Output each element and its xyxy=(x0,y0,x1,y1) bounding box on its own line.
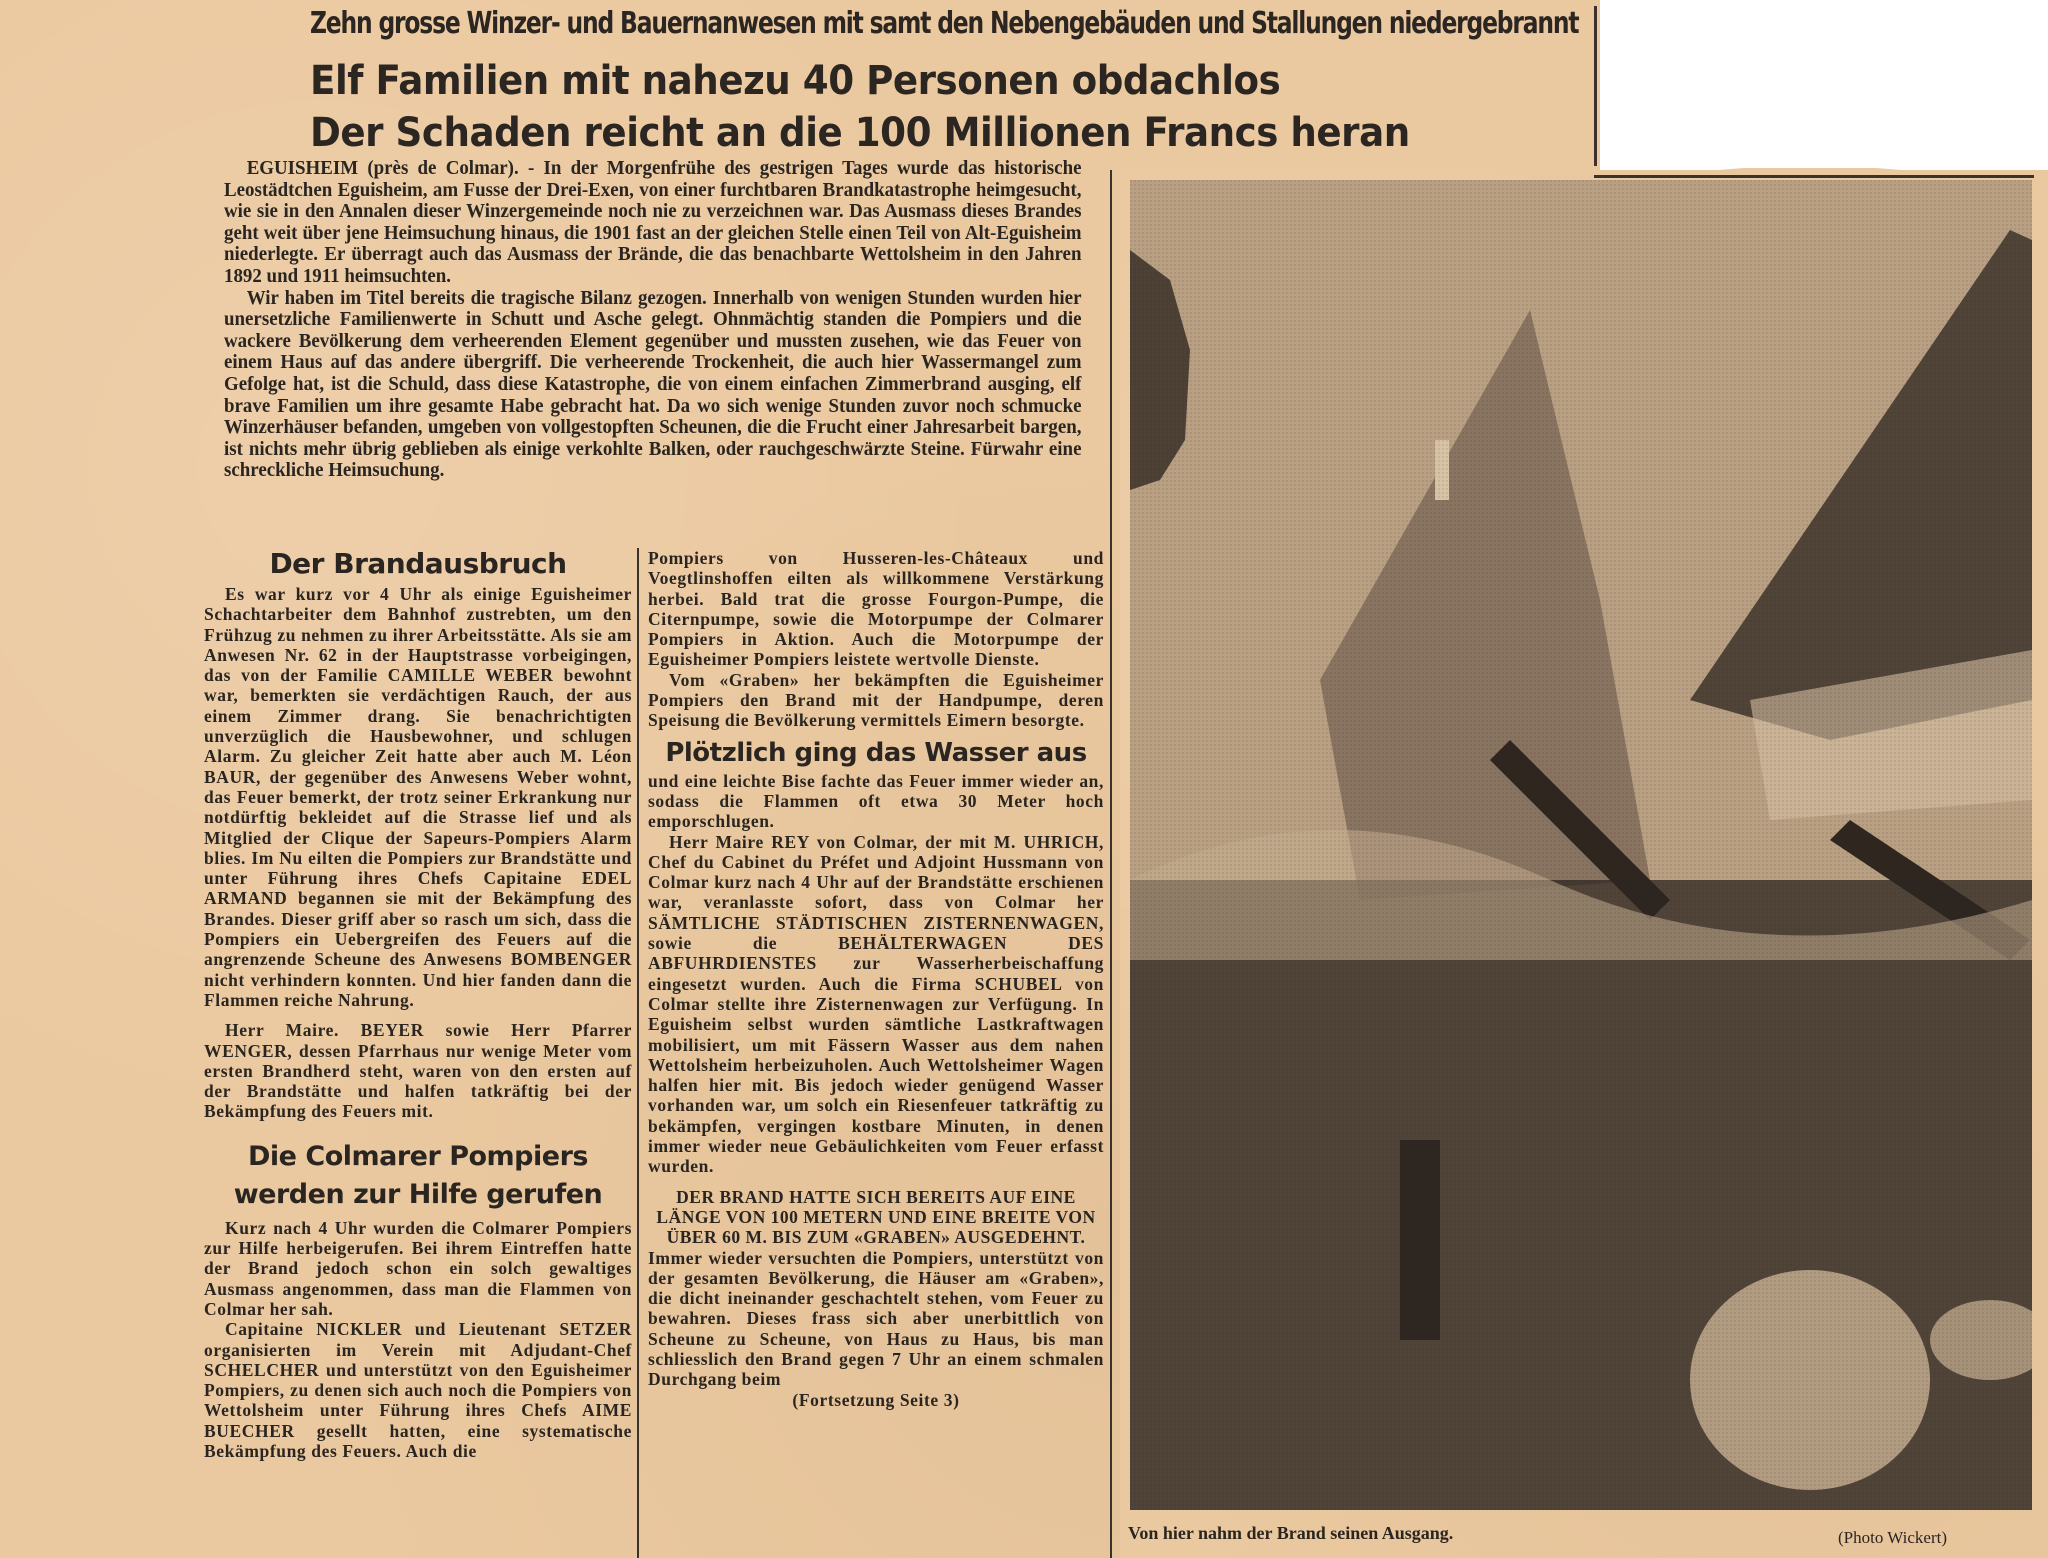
article-column-2 xyxy=(648,548,1104,1410)
photo-caption: Von hier nahm der Brand seinen Ausgang. xyxy=(1128,1523,1454,1543)
subheading-wasser: Plötzlich ging das Wasser aus xyxy=(665,737,1087,768)
photo-illustration xyxy=(1130,180,2032,1510)
subheading-brandausbruch: Der Brandausbruch xyxy=(269,547,567,580)
headline-line-1: Zehn grosse Winzer- und Bauernanwesen mit samt den Nebengebäuden und Stallungen niedergebrannt xyxy=(310,6,1579,41)
subheading-colmarer-pompiers: Die Colmarer Pompiers werden zur Hilfe gerufen xyxy=(233,1140,603,1210)
column-rule xyxy=(1594,6,1597,166)
paragraph: Herr Maire. BEYER sowie Herr Pfarrer WENGER, dessen Pfarrhaus nur wenige Meter vom ersten Brandherd steht, waren von den ersten auf der Brandstätte und halfen tatkräftig bei der Bekämpfung des Feuers mit. xyxy=(204,1020,632,1122)
paragraph: Herr Maire REY von Colmar, der mit M. UHRICH, Chef du Cabinet du Préfet und Adjoint Hussmann von Colmar kurz nach 4 Uhr auf der Brandstätte erschienen war, veranlasste sofort, dass von Colmar her SÄMTLICHE STÄDTISCHEN ZISTERNENWAGEN, sowie die BEHÄLTERWAGEN DES ABFUHRDIENSTES zur Wasserherbeischaffung eingesetzt wurden. Auch die Firma SCHUBEL von Colmar stellte ihre Zisternenwagen zur Verfügung. In Eguisheim selbst wurden sämtliche Lastkraftwagen mobilisiert, um mit Fässern Wasser aus dem nahen Wettolsheim herbeizuholen. Auch Wettolsheimer Wagen halfen hier mit. Bis jedoch wieder genügend Wasser vorhanden war, um solch ein Riesenfeuer tatkräftig zu bekämpfen, vergingen kostbare Minuten, in denen immer wieder neue Gebäulichkeiten vom Feuer erfasst wurden. xyxy=(648,831,1104,1177)
paragraph: Kurz nach 4 Uhr wurden die Colmarer Pompiers zur Hilfe herbeigerufen. Bei ihrem Eintreffen hatte der Brand jedoch schon ein solch gewaltiges Ausmass angenommen, dass man die Flammen von Colmar her sah. xyxy=(204,1217,632,1319)
paragraph: Immer wieder versuchten die Pompiers, unterstützt von der gesamten Bevölkerung, die Häuser am «Graben», die dicht ineinander geschachtelt stehen, vom Feuer zu bewahren. Dieses frass sich aber unerbittlich von Scheune zu Scheune, von Haus zu Haus, bis man schliesslich den Brand gegen 7 Uhr an einem schmalen Durchgang beim xyxy=(648,1247,1104,1390)
dateline: EGUISHEIM (près de Colmar). xyxy=(246,158,519,179)
lead-paragraph-2: Wir haben im Titel bereits die tragische Bilanz gezogen. Innerhalb von wenigen Stunden wurden hier unersetzliche Familienwerte in Schutt und Asche gelegt. Ohnmächtig standen die Pompiers und die wackere Bevölkerung dem verheerenden Element gegenüber und mussten zusehen, wie das Feuer von einem Haus auf das andere übergriff. Die verheerende Trockenheit, die auch hier Wassermangel zum Gefolge hat, ist die Schuld, dass diese Katastrophe, die von einem einfachen Zimmerbrand ausging, elf brave Familien um ihre gesamte Habe gebracht hat. Da wo sich wenige Stunden zuvor noch schmucke Winzerhäuser befanden, umgeben von vollgestopften Scheunen, die die Frucht einer Jahresarbeit bargen, ist nichts mehr übrig geblieben als einige verkohlte Balken, oder rauchgeschwärzte Steine. Fürwahr eine schreckliche Heimsuchung. xyxy=(224,287,1082,482)
column-rule xyxy=(1594,175,2034,178)
paragraph: und eine leichte Bise fachte das Feuer immer wieder an, sodass die Flammen oft etwa 30 Meter hoch emporschlugen. xyxy=(648,770,1104,832)
column-rule xyxy=(637,548,639,1558)
article-column-1 xyxy=(204,547,632,1461)
paragraph: Es war kurz vor 4 Uhr als einige Eguisheimer Schachtarbeiter dem Bahnhof zustrebten, um den Frühzug zu nehmen zu ihrer Arbeitsstätte. Als sie am Anwesen Nr. 62 in der Hauptstrasse vorbeigingen, das von der Familie CAMILLE WEBER bewohnt war, bemerkten sie verdächtigen Rauch, der aus einem Zimmer drang. Sie benachrichtigten unverzüglich die Hausbewohner, und schlugen Alarm. Zu gleicher Zeit hatte aber auch M. Léon BAUR, der gegenüber des Anwesens Weber wohnt, das Feuer bemerkt, der trotz seiner Erkrankung nur notdürftig bekleidet auf die Strasse lief und als Mitglied der Clique der Sapeurs-Pompiers Alarm blies. Im Nu eilten die Pompiers zur Brandstätte und unter Führung ihres Chefs Capitaine EDEL ARMAND begannen sie mit der Bekämpfung des Brandes. Dieser griff aber so rasch um sich, dass die Pompiers ein Uebergreifen des Feuers auf die angrenzende Scheune des Anwesens BOMBENGER nicht verhindern konnten. Und hier fanden dann die Flammen reiche Nahrung. xyxy=(204,584,632,1010)
lead-paragraph-1: EGUISHEIM (près de Colmar). - In der Morgenfrühe des gestrigen Tages wurde das historische Leostädtchen Eguisheim, am Fusse der Drei-Exen, von einer furchtbaren Brandkatastrophe heimgesucht, wie sie in den Annalen dieser Winzergemeinde noch nie zu verzeichnen war. Das Ausmass dieses Brandes geht weit über jene Heimsuchung hinaus, die 1901 fast an der gleichen Stelle einen Teil von Alt-Eguisheim niederlegte. Er überragt auch das Ausmass der Brände, die das benachbarte Wettolsheim in den Jahren 1892 und 1911 heimsuchten. xyxy=(224,158,1082,287)
highlight-capitals: DER BRAND HATTE SICH BEREITS AUF EINE LÄNGE VON 100 METERN UND EINE BREITE VON ÜBER 60 M. BIS ZUM «GRABEN» AUSGEDEHNT. xyxy=(656,1186,1096,1248)
paragraph: Vom «Graben» her bekämpften die Eguisheimer Pompiers den Brand mit der Handpumpe, deren Speisung die Bevölkerung vermittels Eimern besorgte. xyxy=(648,669,1104,731)
continued-notice: (Fortsetzung Seite 3) xyxy=(792,1389,960,1410)
lead-section xyxy=(224,158,1081,482)
photo-credit: (Photo Wickert) xyxy=(1838,1528,1948,1547)
news-photo-burned-houses xyxy=(1130,180,2032,1510)
headline-line-2: Elf Familien mit nahezu 40 Personen obdachlos xyxy=(310,58,1281,104)
headline-line-3: Der Schaden reicht an die 100 Millionen Francs heran xyxy=(310,110,1410,156)
column-rule xyxy=(1110,170,1112,1558)
paragraph: Pompiers von Husseren-les-Châteaux und Voegtlinshoffen eilten als willkommene Verstärkung herbei. Bald trat die grosse Fourgon-Pumpe, die Citernpumpe, sowie die Motorpumpe der Colmarer Pompiers in Aktion. Auch die Motorpumpe der Eguisheimer Pompiers leistete wertvolle Dienste. xyxy=(648,548,1104,670)
paragraph: Capitaine NICKLER und Lieutenant SETZER organisierten im Verein mit Adjudant-Chef SCHELCHER und unterstützt von den Eguisheimer Pompiers, zu denen sich auch noch die Pompiers von Wettolsheim unter Führung ihres Chefs AIME BUECHER gesellt hatten, eine systematische Bekämpfung des Feuers. Auch die xyxy=(204,1319,632,1461)
